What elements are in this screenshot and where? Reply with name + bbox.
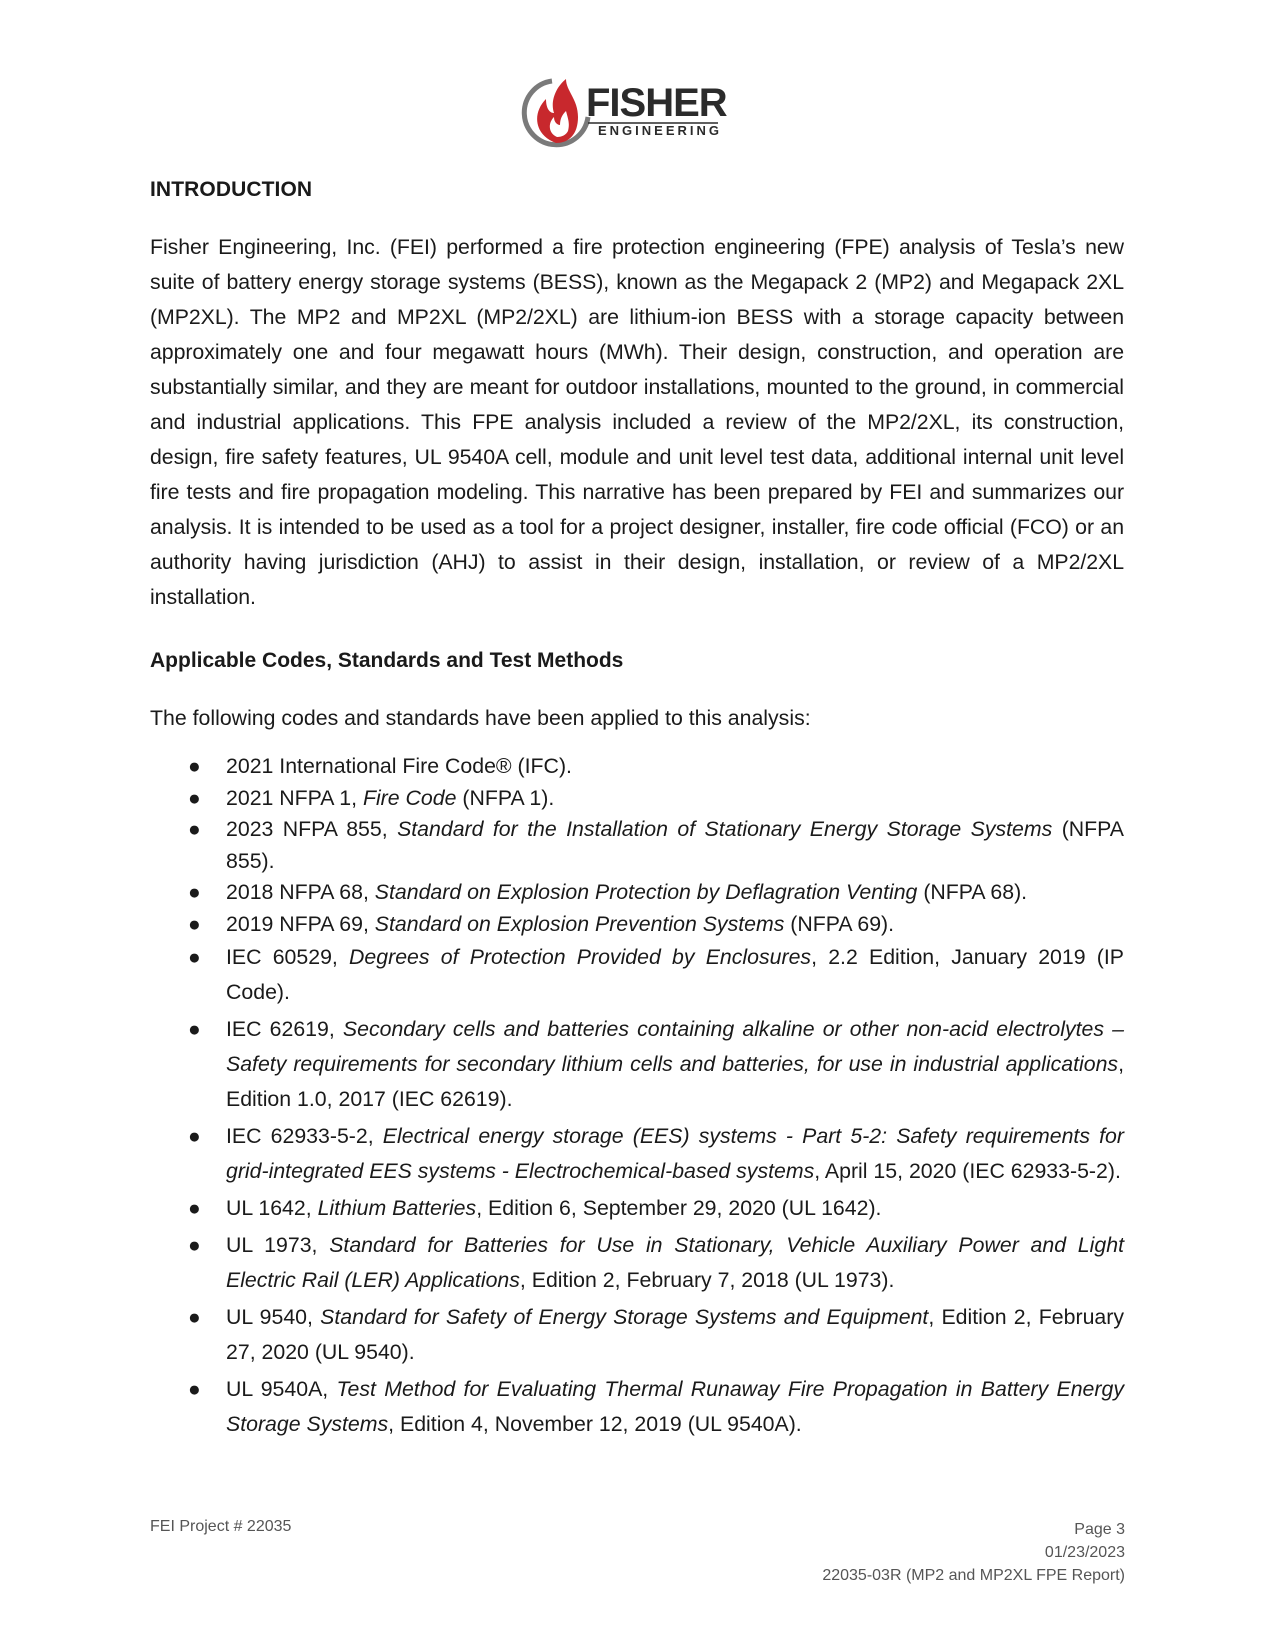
flame-logo-icon: [516, 73, 756, 153]
introduction-heading: INTRODUCTION: [150, 178, 313, 201]
report-id: 22035-03R (MP2 and MP2XL FPE Report): [822, 1567, 1125, 1584]
footer-project: FEI Project # 22035: [150, 1518, 292, 1535]
bullet-icon: ●: [188, 1197, 201, 1220]
codes-lead: The following codes and standards have been applied to this analysis:: [150, 706, 811, 730]
page-number: Page 3: [1074, 1521, 1125, 1538]
bullet-icon: ●: [188, 786, 201, 810]
list-item: ● UL 9540, Standard for Safety of Energy Storage Systems and Equipment, Edition 2, February 27, 2020 (UL 9540).: [150, 1300, 1124, 1370]
footer-date: 01/23/2023: [1044, 1544, 1125, 1561]
codes-list: [150, 751, 1124, 1442]
list-item: ● 2018 NFPA 68, Standard on Explosion Protection by Deflagration Venting (NFPA 68).: [150, 877, 1124, 909]
list-item: ● IEC 62619, Secondary cells and batteries containing alkaline or other non-acid electrolytes – Safety requirements for secondary lithium cells and batteries, for use in industrial applications, Edition 1.0, 2017 (IEC 62619).: [150, 1012, 1124, 1117]
bullet-icon: ●: [188, 1125, 201, 1148]
list-item: ● UL 9540A, Test Method for Evaluating Thermal Runaway Fire Propagation in Battery Energy Storage Systems, Edition 4, November 12, 2019 (UL 9540A).: [150, 1372, 1124, 1442]
list-item: ● 2019 NFPA 69, Standard on Explosion Prevention Systems (NFPA 69).: [150, 909, 1124, 941]
logo-tagline: ENGINEERING: [598, 123, 723, 138]
list-item: ● UL 1642, Lithium Batteries, Edition 6, September 29, 2020 (UL 1642).: [150, 1191, 1124, 1226]
list-item: ● 2021 International Fire Code® (IFC).: [150, 751, 1124, 783]
introduction-paragraph: Fisher Engineering, Inc. (FEI) performed a fire protection engineering (FPE) analysis of Tesla’s new suite of battery energy storage systems (BESS), known as the Megapack 2 (MP2) and Megapack 2XL (MP2XL). The MP2 and MP2XL (MP2/2XL) are lithium-ion BESS with a storage capacity between approximately one and four megawatt hours (MWh). Their design, construction, and operation are substantially similar, and they are meant for outdoor installations, mounted to the ground, in commercial and industrial applications. This FPE analysis included a review of the MP2/2XL, its construction, design, fire safety features, UL 9540A cell, module and unit level test data, additional internal unit level fire tests and fire propagation modeling. This narrative has been prepared by FEI and summarizes our analysis. It is intended to be used as a tool for a project designer, installer, fire code official (FCO) or an authority having jurisdiction (AHJ) to assist in their design, installation, or review of a MP2/2XL installation.: [150, 235, 1124, 609]
list-item: ● 2021 NFPA 1, Fire Code (NFPA 1).: [150, 783, 1124, 815]
bullet-icon: ●: [188, 1378, 201, 1401]
bullet-icon: ●: [188, 755, 201, 778]
list-item: ● 2023 NFPA 855, Standard for the Installation of Stationary Energy Storage Systems (NFPA 855).: [150, 814, 1124, 877]
footer-meta: [822, 1518, 1125, 1587]
list-item: ● IEC 62933-5-2, Electrical energy storage (EES) systems - Part 5-2: Safety requirements for grid-integrated EES systems - Electrochemical-based systems, April 15, 2020 (IEC 62933-5-2).: [150, 1119, 1124, 1189]
bullet-icon: ●: [188, 1234, 201, 1257]
logo-wordmark: FISHER: [586, 81, 727, 125]
bullet-icon: ●: [188, 1306, 201, 1329]
codes-heading: Applicable Codes, Standards and Test Methods: [150, 649, 624, 672]
bullet-icon: ●: [188, 881, 201, 904]
fisher-engineering-logo: [516, 73, 756, 153]
bullet-icon: ●: [188, 1018, 201, 1041]
page-content: [150, 178, 1124, 1444]
bullet-icon: ●: [188, 946, 201, 969]
list-item: ● IEC 60529, Degrees of Protection Provided by Enclosures, 2.2 Edition, January 2019 (IP Code).: [150, 940, 1124, 1010]
bullet-icon: ●: [188, 912, 201, 936]
bullet-icon: ●: [188, 818, 201, 841]
list-item: ● UL 1973, Standard for Batteries for Use in Stationary, Vehicle Auxiliary Power and Light Electric Rail (LER) Applications, Edition 2, February 7, 2018 (UL 1973).: [150, 1228, 1124, 1298]
